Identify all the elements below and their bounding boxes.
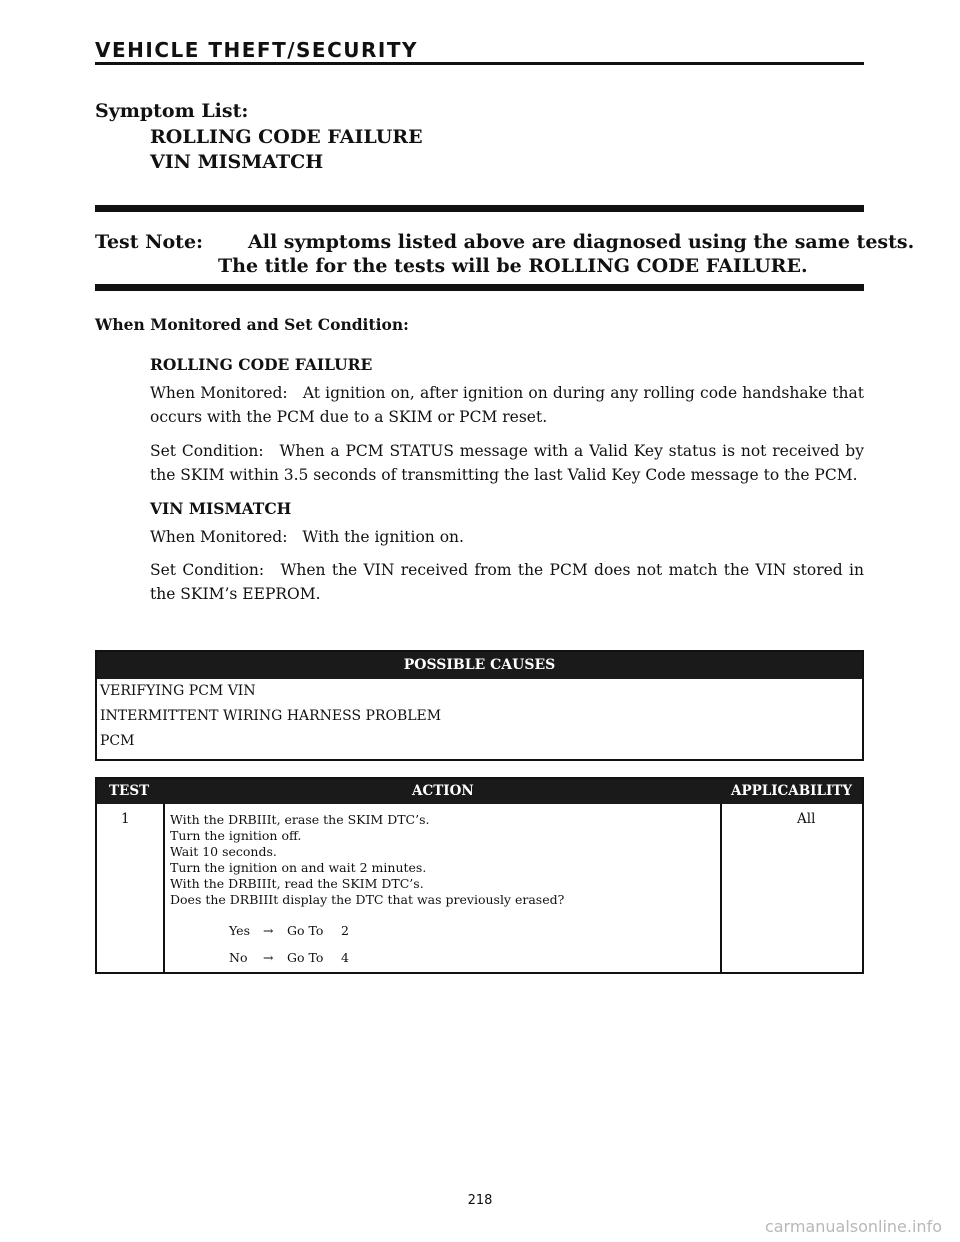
when-monitored-text: With the ignition on. bbox=[302, 528, 464, 546]
column-divider bbox=[163, 804, 165, 972]
action-step: With the DRBIIIt, erase the SKIM DTC’s. bbox=[170, 812, 430, 827]
page-number: 218 bbox=[467, 1193, 493, 1208]
arrow-right-icon: → bbox=[262, 950, 274, 965]
divider bbox=[95, 205, 864, 212]
cause-item: VERIFYING PCM VIN bbox=[100, 683, 256, 699]
branch-step: 2 bbox=[340, 923, 349, 938]
section-rule bbox=[95, 62, 864, 65]
applicability-value: All bbox=[797, 811, 816, 827]
watermark: carmanualsonline.info bbox=[764, 1217, 942, 1236]
possible-causes-table bbox=[95, 650, 864, 761]
column-divider bbox=[720, 804, 722, 972]
action-step: Turn the ignition on and wait 2 minutes. bbox=[170, 860, 427, 875]
branch-answer: Yes bbox=[229, 923, 250, 938]
when-monitored-label: When Monitored: bbox=[150, 384, 288, 402]
symptom-item: VIN MISMATCH bbox=[150, 151, 324, 173]
set-condition-paragraph bbox=[150, 439, 864, 487]
branch-no bbox=[229, 950, 349, 965]
applicability-column-header: APPLICABILITY bbox=[730, 783, 852, 799]
cause-item: INTERMITTENT WIRING HARNESS PROBLEM bbox=[100, 708, 442, 724]
when-monitored-label: When Monitored: bbox=[150, 528, 288, 546]
when-monitored-paragraph bbox=[150, 381, 864, 429]
set-condition-text: When the VIN received from the PCM does not match the VIN stored in the SKIM’s EEPROM. bbox=[150, 561, 864, 603]
condition-title: ROLLING CODE FAILURE bbox=[150, 355, 373, 374]
action-step: With the DRBIIIt, read the SKIM DTC’s. bbox=[170, 876, 424, 891]
branch-yes bbox=[229, 923, 349, 938]
monitoring-heading: When Monitored and Set Condition: bbox=[95, 315, 409, 334]
action-step: Turn the ignition off. bbox=[170, 828, 302, 843]
action-step: Wait 10 seconds. bbox=[170, 844, 277, 859]
test-note-line: All symptoms listed above are diagnosed using the same tests. bbox=[248, 231, 915, 253]
set-condition-paragraph bbox=[150, 558, 864, 606]
test-number: 1 bbox=[121, 811, 130, 827]
test-table-header bbox=[97, 779, 862, 804]
branch-goto: Go To bbox=[286, 950, 324, 965]
test-note-line: The title for the tests will be ROLLING CODE FAILURE. bbox=[218, 255, 808, 277]
condition-title: VIN MISMATCH bbox=[150, 499, 292, 518]
possible-causes-heading: POSSIBLE CAUSES bbox=[97, 652, 862, 679]
divider bbox=[95, 284, 864, 291]
test-column-header: TEST bbox=[109, 783, 150, 799]
test-table bbox=[95, 777, 864, 974]
test-note-label: Test Note: bbox=[95, 231, 204, 253]
symptom-item: ROLLING CODE FAILURE bbox=[150, 126, 423, 148]
action-steps bbox=[170, 812, 710, 908]
branch-goto: Go To bbox=[286, 923, 324, 938]
set-condition-label: Set Condition: bbox=[150, 561, 265, 579]
cause-item: PCM bbox=[100, 733, 135, 749]
set-condition-label: Set Condition: bbox=[150, 442, 264, 460]
arrow-right-icon: → bbox=[262, 923, 274, 938]
when-monitored-paragraph bbox=[150, 525, 864, 549]
symptom-list-title: Symptom List: bbox=[95, 100, 249, 122]
action-column-header: ACTION bbox=[412, 783, 474, 799]
set-condition-text: When a PCM STATUS message with a Valid Key status is not received by the SKIM within 3.5 seconds of transmitting the last Valid Key Code message to the PCM. bbox=[150, 442, 864, 484]
section-header: VEHICLE THEFT/SECURITY bbox=[95, 38, 418, 62]
when-monitored-text: At ignition on, after ignition on during any rolling code handshake that occurs with the PCM due to a SKIM or PCM reset. bbox=[150, 384, 864, 426]
action-step: Does the DRBIIIt display the DTC that was previously erased? bbox=[170, 892, 565, 907]
branch-answer: No bbox=[229, 950, 248, 965]
branch-step: 4 bbox=[340, 950, 349, 965]
